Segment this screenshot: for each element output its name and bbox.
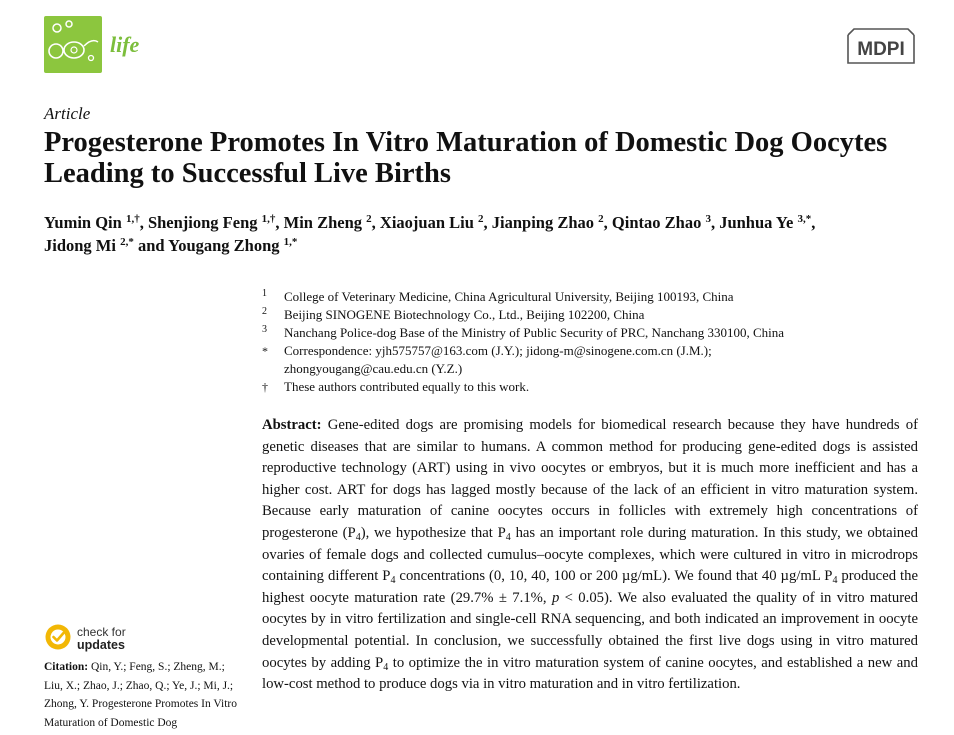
correspondence-text[interactable]: Correspondence: yjh575757@163.com (J.Y.); jidong-m@sinogene.com.cn (J.M.); (284, 343, 712, 358)
abstract-text: produced the highest oocyte maturation rate (29.7% ± 7.1%, (262, 568, 918, 606)
subscript: 4 (390, 575, 396, 587)
affiliation-mark: * (262, 344, 268, 358)
abstract-label: Abstract: (262, 417, 322, 433)
affiliation-mark: 1 (262, 288, 267, 299)
citation-text: Qin, Y.; Feng, S.; Zheng, M.; Liu, X.; Zhao, J.; Zhao, Q.; Ye, J.; Mi, J.; Zhong, Y. Progesterone Promotes In Vitro Maturation of Domestic Dog (44, 661, 237, 729)
author-sep: , (710, 213, 720, 232)
author-line-2 (44, 234, 934, 257)
author-list (44, 211, 934, 257)
author[interactable]: Shenjiong Feng (147, 213, 258, 232)
author-line-1 (44, 211, 934, 234)
author-sep: , (483, 213, 492, 232)
author-sep: , (603, 213, 612, 232)
equal-contribution-text: These authors contributed equally to this work. (284, 379, 530, 394)
author[interactable]: Jianping Zhao (491, 213, 595, 232)
equal-contribution-note (262, 378, 922, 396)
author-sep: , (139, 213, 148, 232)
check-updates-icon (44, 623, 72, 651)
check-updates-line1: check for (77, 625, 126, 639)
author-affiliation: 1,* (283, 236, 298, 248)
affiliation-item (262, 306, 922, 324)
author-affiliation: 1,† (261, 213, 276, 225)
subscript: 4 (832, 575, 838, 587)
author-affiliation: 2 (478, 213, 484, 225)
author-sep: , (275, 213, 284, 232)
author[interactable]: Yumin Qin (44, 213, 122, 232)
affiliation-mark: 2 (262, 306, 267, 317)
author-sep: , (811, 213, 816, 232)
affiliations (262, 288, 922, 396)
check-updates-line2: updates (77, 638, 125, 652)
affiliation-item (262, 324, 922, 342)
author[interactable]: Yougang Zhong (168, 236, 280, 255)
p-value-symbol: p (551, 589, 560, 606)
affiliation-text: College of Veterinary Medicine, China Agricultural University, Beijing 100193, China (284, 289, 734, 304)
subscript: 4 (355, 531, 361, 543)
abstract-text: Gene-edited dogs are promising models for biomedical research because they have hundreds of genetic diseases that are similar to humans. A common method for producing gene-edited dogs is assisted reproductive technology (ART) using in vivo oocytes or embryos, but it is much more inefficient and has a higher cost. ART for dogs has lagged mostly because of the lack of an efficient in vitro maturation system. Because early maturation of canine oocytes occurs in follicles with extremely high concentrations of progesterone (P (262, 417, 918, 541)
author-sep: , (371, 213, 380, 232)
check-for-updates-button[interactable] (44, 621, 164, 657)
author[interactable]: Junhua Ye (719, 213, 794, 232)
author-affiliation: 2 (598, 213, 604, 225)
subscript: 4 (505, 531, 511, 543)
abstract-text: ), we hypothesize that P (360, 524, 506, 541)
citation (44, 658, 244, 732)
author[interactable]: Xiaojuan Liu (379, 213, 474, 232)
author-affiliation: 3 (705, 213, 711, 225)
cells-icon (44, 16, 102, 73)
correspondence-text-2[interactable]: zhongyougang@cau.edu.cn (Y.Z.) (284, 361, 463, 376)
journal-name[interactable]: life (110, 32, 140, 57)
mdpi-logo[interactable] (846, 25, 918, 69)
author-affiliation: 2 (366, 213, 372, 225)
author[interactable]: Qintao Zhao (611, 213, 702, 232)
author[interactable]: Jidong Mi (44, 236, 116, 255)
author-affiliation: 1,† (125, 213, 140, 225)
affiliation-mark: 3 (262, 324, 267, 335)
mdpi-logo-icon (846, 25, 918, 69)
article-type: Article (44, 104, 91, 123)
citation-label: Citation: (44, 661, 89, 673)
subscript: 4 (383, 661, 389, 673)
abstract-text: to optimize the in vitro maturation system of canine oocytes, and established a new and low-cost method to produce dogs via in vitro maturation and in vitro fertilization. (262, 654, 918, 693)
abstract (262, 415, 918, 696)
affiliation-mark: † (262, 380, 268, 394)
correspondence-item (262, 342, 922, 378)
affiliation-text: Beijing SINOGENE Biotechnology Co., Ltd., Beijing 102200, China (284, 307, 645, 322)
abstract-text: concentrations (0, 10, 40, 100 or 200 µg/mL). We found that 40 µg/mL P (395, 568, 833, 585)
journal-logo[interactable] (44, 16, 102, 73)
abstract-text: < 0.05). We also evaluated the quality of in vitro matured oocytes by in vitro fertilization and single-cell RNA sequencing, and both indicated an improvement in oocyte developmental potential. In conclusion, we successfully obtained the first live dogs using in vitro matured oocytes by adding P (262, 589, 918, 671)
author-affiliation: 2,* (120, 236, 134, 248)
paper-title: Progesterone Promotes In Vitro Maturation of Domestic Dog Oocytes Leading to Successful Live Births (44, 127, 888, 189)
author-sep: and (133, 236, 169, 255)
affiliation-text: Nanchang Police-dog Base of the Ministry of Public Security of PRC, Nanchang 330100, China (284, 325, 785, 340)
author-affiliation: 3,* (797, 213, 812, 225)
author[interactable]: Min Zheng (283, 213, 363, 232)
abstract-text: has an important role during maturation. In this study, we obtained ovaries of female dogs and collected cumulus–oocyte complexes, which were cultured in vitro in microdrops containing different P (262, 524, 918, 585)
publisher-name: MDPI (857, 39, 905, 60)
affiliation-item (262, 288, 922, 306)
